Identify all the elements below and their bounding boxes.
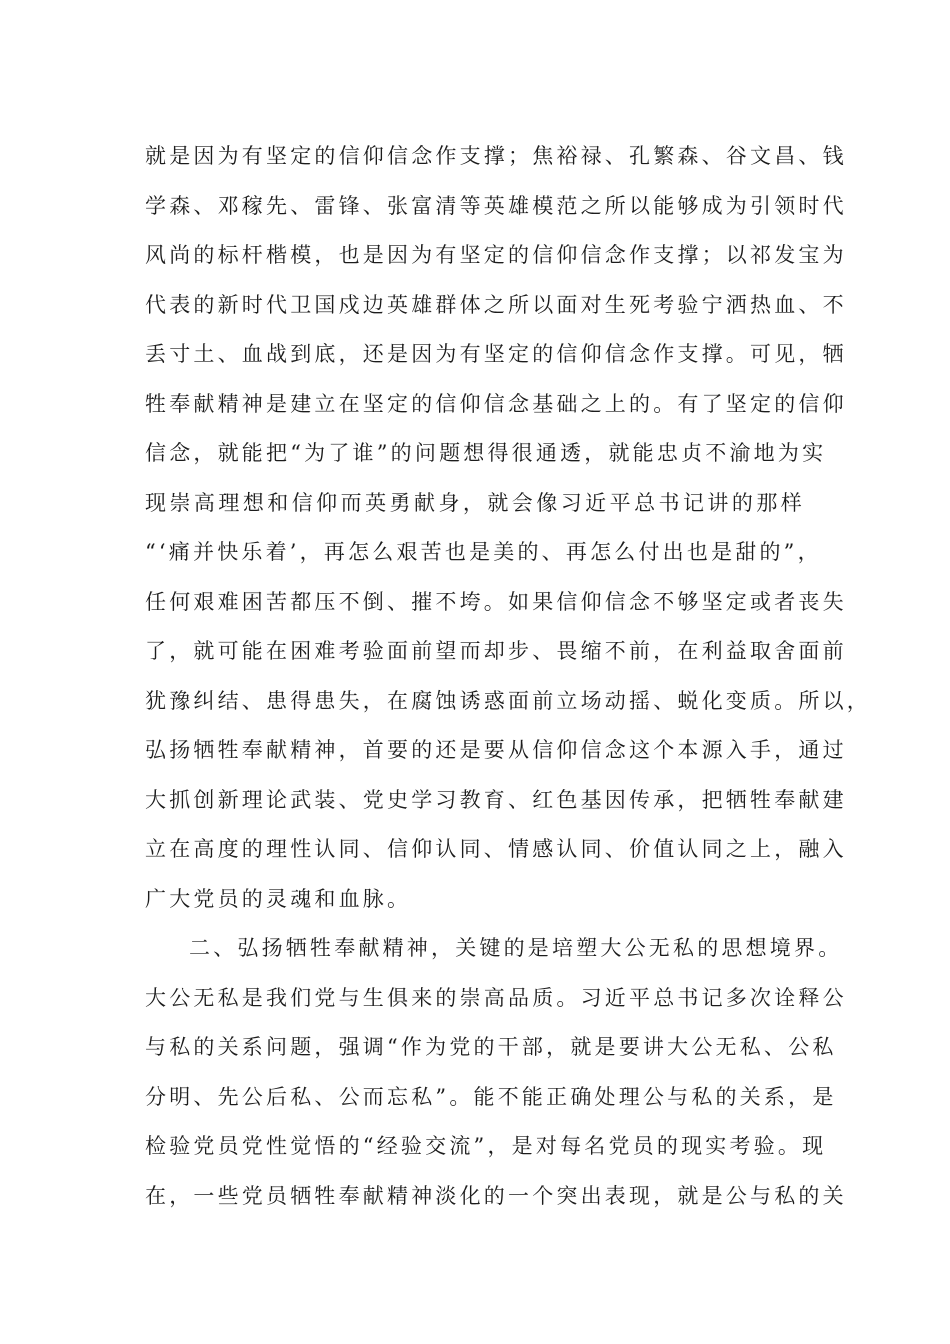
text-line: 犹豫纠结、患得患失，在腐蚀诱惑面前立场动摇、蜕化变质。所以， xyxy=(145,688,871,713)
section-heading-line: 二、弘扬牺牲奉献精神，关键的是培塑大公无私的思想境界。 xyxy=(189,936,843,960)
text-line: 了，就可能在困难考验面前望而却步、畏缩不前，在利益取舍面前 xyxy=(145,639,847,663)
text-line: 与私的关系问题，强调“作为党的干部，就是要讲大公无私、公私 xyxy=(145,1035,837,1059)
text-line: 就是因为有坚定的信仰信念作支撑；焦裕禄、孔繁森、谷文昌、钱 xyxy=(145,144,847,168)
text-line: 大抓创新理论武装、党史学习教育、红色基因传承，把牺牲奉献建 xyxy=(145,787,847,812)
text-line: “‘痛并快乐着’，再怎么艰苦也是美的、再怎么付出也是甜的”， xyxy=(145,540,822,564)
text-line: 现崇高理想和信仰而英勇献身，就会像习近平总书记讲的那样 xyxy=(145,490,805,515)
text-line: 代表的新时代卫国戍边英雄群体之所以面对生死考验宁洒热血、不 xyxy=(145,292,847,317)
text-line: 在，一些党员牺牲奉献精神淡化的一个突出表现，就是公与私的关 xyxy=(145,1183,847,1208)
text-line: 丢寸土、血战到底，还是因为有坚定的信仰信念作支撑。可见，牺 xyxy=(145,342,847,366)
text-line: 学森、邓稼先、雷锋、张富清等英雄模范之所以能够成为引领时代 xyxy=(145,193,847,218)
text-line: 任何艰难困苦都压不倒、摧不垮。如果信仰信念不够坚定或者丧失 xyxy=(145,589,847,614)
text-line: 信念，就能把“为了谁”的问题想得很通透，就能忠贞不渝地为实 xyxy=(145,441,827,465)
text-line: 立在高度的理性认同、信仰认同、情感认同、价值认同之上，融入 xyxy=(145,837,847,861)
text-line: 检验党员党性觉悟的“经验交流”，是对每名党员的现实考验。现 xyxy=(145,1134,827,1158)
text-line: 大公无私是我们党与生俱来的崇高品质。习近平总书记多次诠释公 xyxy=(145,985,847,1010)
paragraph-end-line: 广大党员的灵魂和血脉。 xyxy=(145,886,412,911)
text-line: 风尚的标杆楷模，也是因为有坚定的信仰信念作支撑；以祁发宝为 xyxy=(145,243,847,267)
text-line: 牲奉献精神是建立在坚定的信仰信念基础之上的。有了坚定的信仰 xyxy=(145,391,847,416)
body-text xyxy=(145,132,871,1221)
text-line: 分明、先公后私、公而忘私”。能不能正确处理公与私的关系，是 xyxy=(145,1084,837,1109)
text-line: 弘扬牺牲奉献精神，首要的还是要从信仰信念这个本源入手，通过 xyxy=(145,738,847,762)
